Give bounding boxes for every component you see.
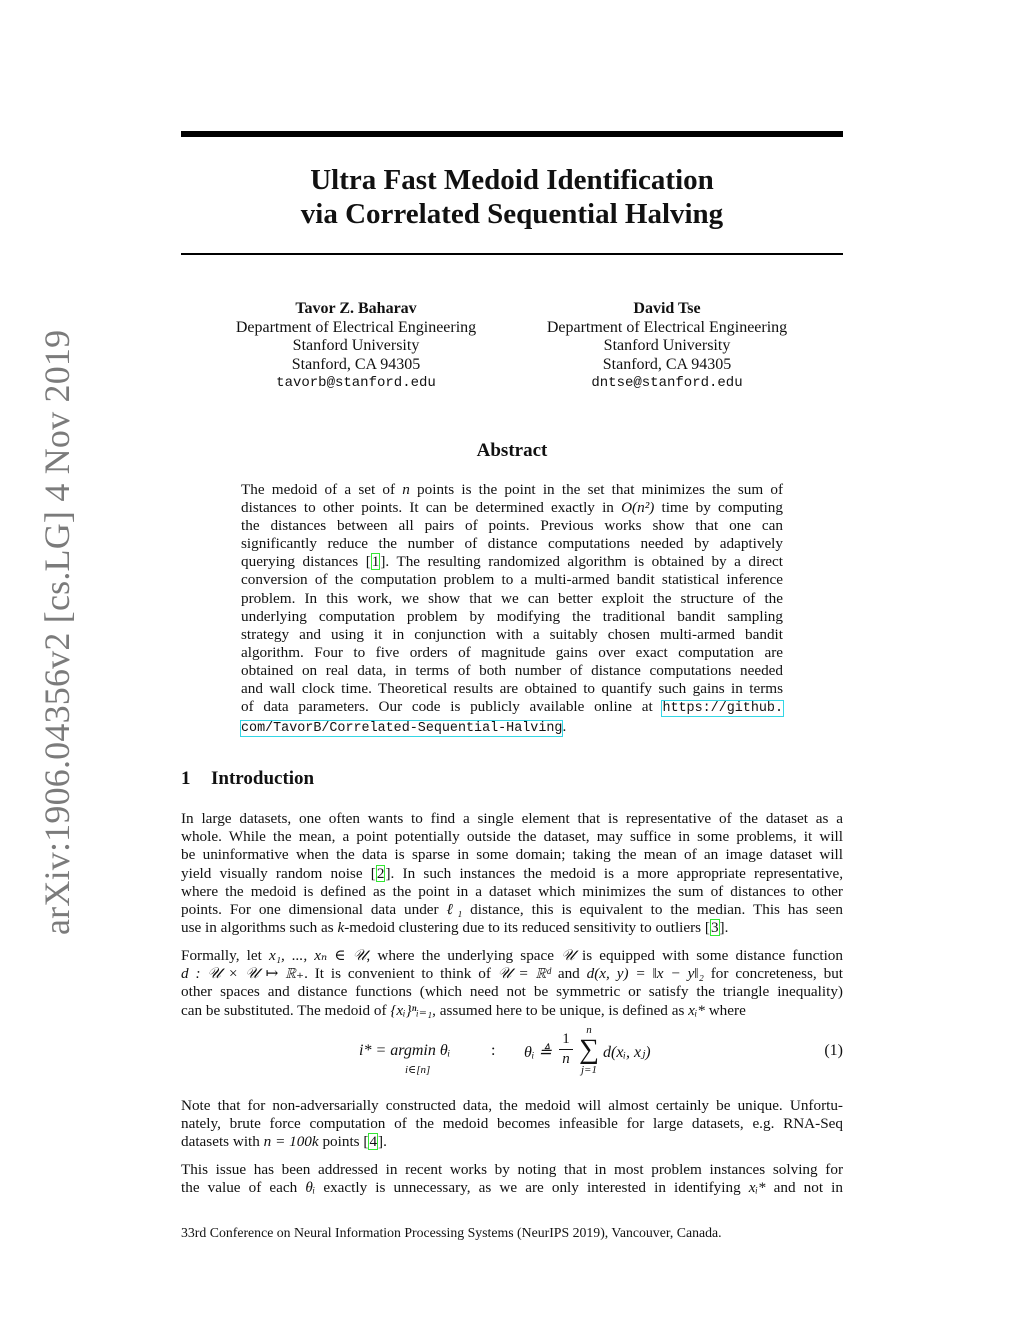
eq-sum-upper: n bbox=[586, 1024, 592, 1036]
intro-paragraph-1 bbox=[181, 810, 843, 937]
math-complexity: O(n²) bbox=[621, 499, 655, 517]
body-line: other spaces and distance functions (which need not be symmetric or satisfy the triangle inequality) bbox=[181, 983, 843, 1001]
body-line: Formally, let x₁, ..., xₙ ∈ 𝒰, where the underlying space 𝒰 is equipped with some distance function bbox=[181, 947, 843, 964]
abstract-line: algorithm. Four to five orders of magnitude gains over exact computation are bbox=[241, 643, 783, 661]
abstract-line: and wall clock time. Theoretical results are obtained to quantify such gains in terms bbox=[241, 680, 783, 698]
math-l2-norm: d(x, y) = ‖x − y‖₂ bbox=[586, 965, 704, 983]
eq-theta-def: θᵢ ≜ bbox=[524, 1044, 552, 1061]
eq-term: d(xᵢ, xⱼ) bbox=[603, 1044, 651, 1061]
title-top-rule bbox=[181, 131, 843, 137]
eq-fraction bbox=[559, 1030, 573, 1069]
author-block-1 bbox=[196, 300, 516, 393]
eq-colon: : bbox=[491, 1042, 496, 1059]
title-line-2: via Correlated Sequential Halving bbox=[300, 198, 724, 230]
abstract-body bbox=[241, 481, 783, 738]
math-set: {xᵢ}ⁿᵢ₌₁ bbox=[390, 1001, 433, 1019]
math-theta-i: θᵢ bbox=[305, 1179, 316, 1197]
author-block-2 bbox=[507, 300, 827, 393]
eq-lhs: i* = argmin θᵢ bbox=[359, 1042, 451, 1059]
conference-footnote: 33rd Conference on Neural Information Processing Systems (NeurIPS 2019), Vancouver, Canada. bbox=[181, 1225, 722, 1240]
sigma-icon: ∑ bbox=[579, 1034, 599, 1065]
abstract-line: The medoid of a set of n points is the point in the set that minimizes the sum of bbox=[241, 481, 783, 498]
citation-link[interactable]: 1 bbox=[371, 553, 380, 571]
citation-link[interactable]: 2 bbox=[376, 864, 385, 882]
author-dept: Department of Electrical Engineering bbox=[546, 318, 788, 336]
math-n: n bbox=[402, 481, 410, 498]
author-university: Stanford University bbox=[292, 337, 420, 354]
intro-paragraph-2 bbox=[181, 947, 843, 1020]
body-line: This issue has been addressed in recent works by noting that in most problem instances solving for bbox=[181, 1161, 843, 1178]
section-heading-introduction bbox=[181, 768, 314, 790]
author-dept: Department of Electrical Engineering bbox=[235, 318, 477, 336]
math-space-rd: 𝒰 = ℝᵈ bbox=[497, 965, 551, 983]
body-line: datasets with n = 100k points [4]. bbox=[181, 1133, 387, 1151]
math-medoid: xᵢ* bbox=[688, 1001, 705, 1019]
abstract-line: significantly reduce the number of distance computations needed by adaptively bbox=[241, 535, 783, 553]
citation-link[interactable]: 3 bbox=[710, 919, 719, 937]
author-name: David Tse bbox=[633, 300, 701, 317]
citation-link[interactable]: 4 bbox=[369, 1133, 378, 1151]
abstract-line: problem. In this work, we show that we can better exploit the structure of the bbox=[241, 589, 783, 607]
body-line: where the medoid is defined as the point in a dataset which minimizes the sum of distances to other bbox=[181, 882, 843, 900]
abstract-line: querying distances [1]. The resulting randomized algorithm is obtained by a direct bbox=[241, 553, 783, 571]
arxiv-watermark: arXiv:1906.04356v2 [cs.LG] 4 Nov 2019 bbox=[37, 329, 77, 935]
math-n-value: n = 100k bbox=[263, 1133, 319, 1151]
author-address: Stanford, CA 94305 bbox=[291, 355, 421, 373]
title-bottom-rule bbox=[181, 253, 843, 255]
author-name: Tavor Z. Baharav bbox=[295, 300, 417, 317]
math-distance-fn: d : 𝒰 × 𝒰 ↦ ℝ₊ bbox=[181, 965, 305, 983]
eq-frac-denominator: n bbox=[559, 1049, 573, 1069]
abstract-line: the distances between all pairs of points. Previous works show that one can bbox=[241, 517, 783, 535]
equation-1 bbox=[181, 1024, 843, 1082]
math-points: x₁, ..., xₙ ∈ 𝒰 bbox=[268, 947, 367, 964]
math-space: 𝒰 bbox=[561, 947, 575, 964]
body-line: nately, brute force computation of the medoid becomes infeasible for large datasets, e.g. RNA-Seq bbox=[181, 1115, 843, 1133]
abstract-line: com/TavorB/Correlated-Sequential-Halving. bbox=[241, 718, 567, 737]
body-line: whole. While the mean, a point potentially outside the dataset, may suffice in some problems, it will bbox=[181, 828, 843, 846]
body-line: d : 𝒰 × 𝒰 ↦ ℝ₊. It is convenient to think of 𝒰 = ℝᵈ and d(x, y) = ‖x − y‖₂ for concreteness, but bbox=[181, 965, 844, 983]
body-line: use in algorithms such as k-medoid clustering due to its reduced sensitivity to outliers [3]. bbox=[181, 919, 729, 937]
intro-paragraph-3 bbox=[181, 1097, 843, 1152]
abstract-line: underlying computation problem by modifying the traditional bandit sampling bbox=[241, 607, 783, 625]
abstract-line: strategy and using it in conjunction with a suitably chosen multi-armed bandit bbox=[241, 625, 783, 643]
abstract-line: of data parameters. Our code is publicly available online at https://github. bbox=[241, 698, 783, 717]
abstract-line: conversion of the computation problem to a multi-armed bandit statistical inference bbox=[241, 571, 783, 589]
body-line: yield visually random noise [2]. In such instances the medoid is a more appropriate representative, bbox=[181, 864, 843, 882]
eq-sum-lower: j=1 bbox=[581, 1064, 597, 1076]
paper-title bbox=[181, 163, 843, 231]
code-url-link-cont[interactable]: com/TavorB/Correlated-Sequential-Halving bbox=[241, 721, 563, 737]
abstract-line: obtained on real data, in terms of both number of distance computations needed bbox=[241, 661, 783, 679]
body-line: be uninformative when the data is sparse in some domain; taking the mean of an image dataset will bbox=[181, 846, 843, 864]
author-email[interactable]: tavorb@stanford.edu bbox=[276, 375, 436, 391]
math-l1: ℓ₁ bbox=[446, 901, 463, 919]
math-medoid: xᵢ* bbox=[748, 1179, 766, 1197]
eq-frac-numerator: 1 bbox=[562, 1031, 570, 1047]
body-line: can be substituted. The medoid of {xᵢ}ⁿᵢ₌₁, assumed here to be unique, is defined as xᵢ* where bbox=[181, 1001, 746, 1019]
intro-paragraph-4 bbox=[181, 1161, 843, 1197]
body-line: the value of each θᵢ exactly is unnecessary, as we are only interested in identifying xᵢ* and not in bbox=[181, 1179, 843, 1197]
body-line: In large datasets, one often wants to find a single element that is representative of the dataset as a bbox=[181, 810, 843, 827]
eq-summation bbox=[577, 1024, 601, 1076]
math-k: k bbox=[337, 919, 345, 937]
author-university: Stanford University bbox=[603, 337, 731, 354]
body-line: Note that for non-adversarially constructed data, the medoid will almost certainly be unique. Unfortu- bbox=[181, 1097, 843, 1114]
author-address: Stanford, CA 94305 bbox=[602, 355, 732, 373]
section-number: 1 bbox=[181, 768, 191, 789]
author-email[interactable]: dntse@stanford.edu bbox=[591, 375, 743, 391]
code-url-link[interactable]: https://github. bbox=[662, 701, 783, 717]
title-line-1: Ultra Fast Medoid Identification bbox=[310, 164, 714, 196]
body-line: points. For one dimensional data under ℓ₁ distance, this is equivalent to the median. This has seen bbox=[181, 901, 843, 919]
equation-number: (1) bbox=[824, 1042, 843, 1059]
abstract-line: distances to other points. It can be determined exactly in O(n²) time by computing bbox=[241, 499, 783, 517]
eq-argmin-subscript: i∈[n] bbox=[405, 1064, 431, 1076]
section-title: Introduction bbox=[211, 768, 315, 789]
abstract-heading: Abstract bbox=[476, 440, 548, 461]
